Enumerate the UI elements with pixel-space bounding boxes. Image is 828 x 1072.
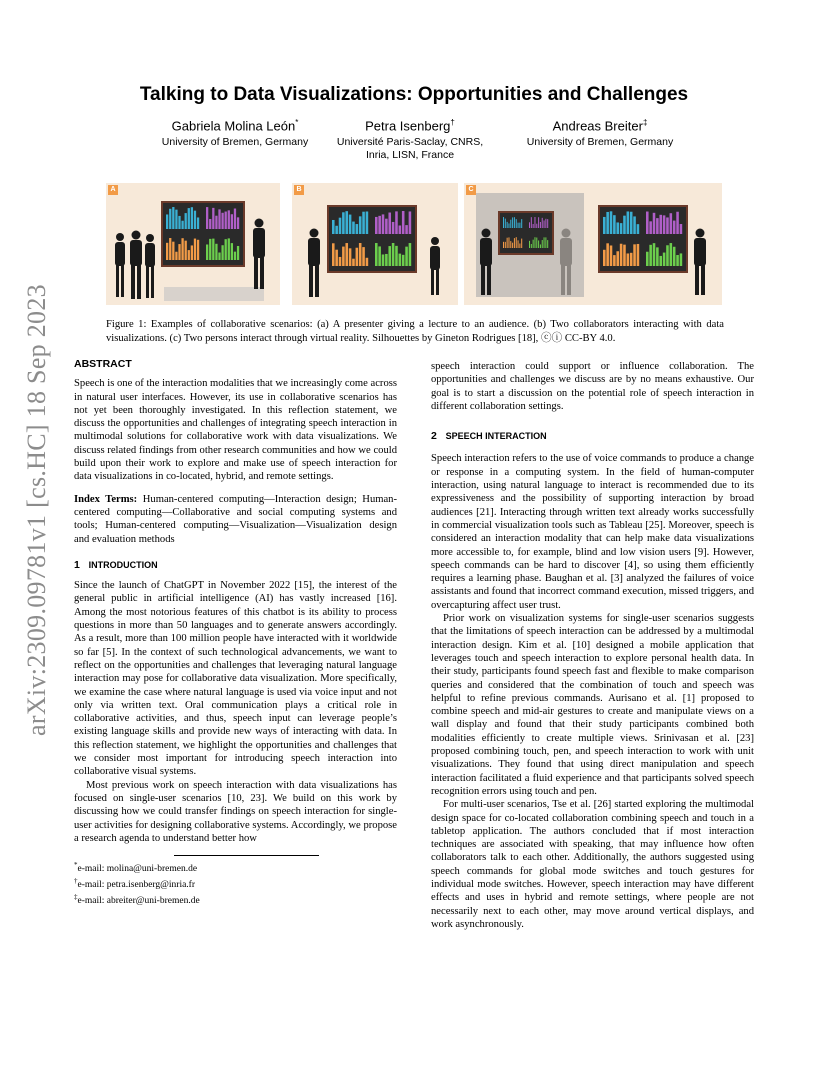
section-1-heading: 1 INTRODUCTION [74,558,158,571]
author-block-2 [335,118,485,162]
author-name: Petra Isenberg† [365,118,455,134]
author-name: Andreas Breiter‡ [552,118,648,134]
footnote-1: *e-mail: molina@uni-bremen.de [74,861,198,875]
figure-1 [106,183,722,305]
intro-paragraph-1: Since the launch of ChatGPT in November 2022 [15], the interest of the general public in artificial intelligence (AI) has vastly increased [16]. Among the most notorious features of this chatbot is its ability to process questions in more than 50 languages and to generate answers accordingly. As a result, more than 100 million people have interacted with it worldwide so far [5]. In the context of such technological advancements, we want to reflect on the opportunities and challenges that leveraging natural language interaction may pose for collaborative data visualization. More specifically, we examine the case where natural language is used via voice input and not only via written text. Oral communication plays a critical role in collaborative activities, and thus, speech input can leverage people’s existing language skills and provide new ways of interacting with data. In this reflection statement, we highlight the opportunities and challenges that we consider most important for introducing speech interaction into collaborative visual systems. [74,580,397,778]
panel-label-c: C [466,185,476,195]
right-column [431,360,754,931]
arxiv-id: arXiv:2309.09781v1 [cs.HC] 18 Sep 2023 [22,284,51,736]
speech-paragraph-2: Prior work on visualization systems for single-user scenarios suggests that the limitations of speech interaction can be addressed by a multimodal interaction design. Kim et al. [10] designed a mobile application that leverages touch and speech interaction to explore personal health data. In their study, participants found speech fast and flexible to make comparison queries and considered that the combination of touch and speech was helpful to refine previous commands. Aurisano et al. [1] proposed to combine speech and mid-air gestures to create and manipulate views on a wall display and found that their study participants combined both modalities efficiently to create multiple views. Srinivasan et al. [23] proposed combining touch, pen, and speech interaction to work with unit visualizations. They found that using direct manipulation and speech interaction facilitated a fluid experience and that participants solved speech recognition errors using touch and pen. [431,613,754,797]
intro-paragraph-2: Most previous work on speech interaction with data visualizations has focused on single-user scenarios [10, 23]. We build on this work by discussing how we could transfer findings on speech interaction for single-user activities for designing collaborative systems. Accordingly, we propose a research agenda to understand better how [74,779,397,844]
footnote-2: †e-mail: petra.isenberg@inria.fr [74,877,196,891]
author-affiliation: Université Paris-Saclay, CNRS, Inria, LISN, France [336,136,484,162]
author-affiliation: University of Bremen, Germany [526,136,674,149]
paper-title: Talking to Data Visualizations: Opportunities and Challenges [139,84,689,105]
people-silhouettes [464,183,722,305]
figure-caption: Figure 1: Examples of collaborative scenarios: (a) A presenter giving a lecture to an audience. (b) Two collaborators interacting with data visualizations. (c) Two persons interact through virtual reality. Silhouettes by Gineton Rodrigues [18], ⓒⓘ CC-BY 4.0. [106,319,724,344]
people-silhouettes [292,183,458,305]
author-name: Gabriela Molina León* [171,118,299,134]
speech-paragraph-3: For multi-user scenarios, Tse et al. [26] started exploring the multimodal design space for co-located collaboration combining speech and touch in a tabletop application. The authors concluded that if most interaction techniques are associated with speaking, that may influence how often collaborators talk to each other. Additionally, the authors suggested using speech commands for global mode switches and touch gestures for individual mode switches. However, speech interaction may have different effects and uses in hybrid and remote settings, where people are not necessarily next to each other, may move around vertical displays, and work asynchronously. [431,799,754,930]
speech-paragraph-1: Speech interaction refers to the use of voice commands to produce a change or response in a computing system. In the field of human-computer interaction, using natural language to interact is recommended due to its expressiveness and the possibility of supporting interaction by broad audiences [21]. Interacting through written text already works successfully in commercial visualization tools such as Tableau [25]. Moreover, speech is considered an interaction modality that can help make data visualizations more accessible to, for example, blind and low vision users [9]. However, speech commands can be hard to discover [4], so using them efficiently requires a learning phase. Baughan et al. [3] analyzed the failures of voice assistants and found that incorrect command execution, missed triggers, and overcapturing affect user trust. [431,453,754,611]
author-block-1 [140,118,330,149]
index-terms: Index Terms: Human-centered computing—Interaction design; Human-centered computing—Collaborative and social computing systems and tools; Human-centered computing—Visualization—Visualization design and evaluation methods [74,493,398,545]
left-column [74,358,397,908]
figure-panel-a [106,183,280,305]
figure-panel-b [292,183,458,305]
section-2-heading: 2 SPEECH INTERACTION [431,430,547,443]
arxiv-stamp [22,284,52,736]
abstract-heading: ABSTRACT [74,358,132,370]
author-block-3 [505,118,695,149]
people-silhouettes [106,183,280,305]
footnote-rule [174,855,319,856]
footnote-3: ‡e-mail: abreiter@uni-bremen.de [74,893,200,907]
author-affiliation: University of Bremen, Germany [161,136,309,149]
intro-paragraph-3: speech interaction could support or influence collaboration. The opportunities and challenges we discuss are by no means exhaustive. Our goal is to start a discussion on the potential role of speech interaction in different collaboration settings. [431,361,754,412]
figure-panel-c [464,183,722,305]
abstract-text: Speech is one of the interaction modalities that we increasingly come across in natural user interfaces. However, its use in collaborative scenarios has not yet been thoroughly investigated. In this reflection statement, we discuss the opportunities and challenges of integrating speech interaction in multimodal solutions for collaborative work with data visualizations. We discuss related findings from other research communities and how we could build upon their work to explore and make use of speech interaction for data visualizations in co-located, hybrid, and remote settings. [74,378,397,483]
panel-label-a: A [108,185,118,195]
panel-label-b: B [294,185,304,195]
